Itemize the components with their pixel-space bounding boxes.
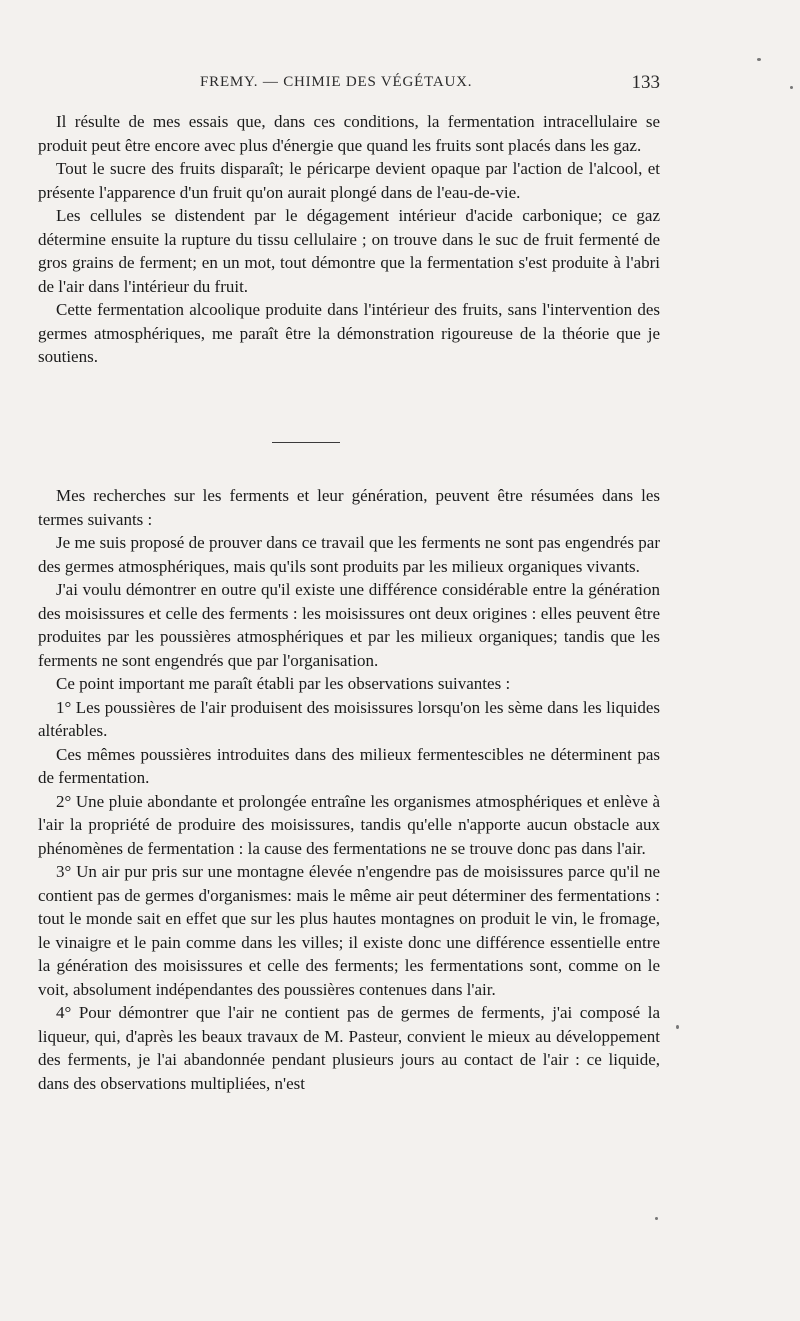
- paper-speck: [790, 86, 793, 89]
- paragraph: Tout le sucre des fruits disparaît; le péricarpe devient opaque par l'action de l'alcool, et présente l'apparence d'un fruit qu'on aurait plongé dans de l'eau-de-vie.: [38, 159, 660, 202]
- paper-speck: [676, 1025, 679, 1029]
- paragraph: Ces mêmes poussières introduites dans des milieux fermentescibles ne déterminent pas de fermentation.: [38, 744, 660, 787]
- paper-speck: [757, 58, 761, 61]
- paragraph: Je me suis proposé de prouver dans ce travail que les ferments ne sont pas engendrés par des germes atmosphériques, mais qu'ils sont produits par les milieux organiques vivants.: [38, 533, 660, 576]
- running-head: FREMY. — CHIMIE DES VÉGÉTAUX.: [200, 74, 473, 90]
- paragraph: Mes recherches sur les ferments et leur génération, peuvent être résumées dans les termes suivants :: [38, 486, 660, 529]
- paragraph: Les cellules se distendent par le dégagement intérieur d'acide carbonique; ce gaz détermine ensuite la rupture du tissu cellulaire ; on trouve dans le suc de fruit fermenté de gros grains de ferment; en un mot, tout démontre que la fermentation s'est produite à l'abri de l'air dans l'intérieur du fruit.: [38, 206, 660, 296]
- paragraph: 4° Pour démontrer que l'air ne contient pas de germes de ferments, j'ai composé la liqueur, qui, d'après les beaux travaux de M. Pasteur, convient le mieux au développement des ferments, je l'ai abandonnée pendant plusieurs jours au contact de l'air : ce liquide, dans des observations multipliées, n'est: [38, 1003, 660, 1093]
- paragraph: Cette fermentation alcoolique produite dans l'intérieur des fruits, sans l'intervention des germes atmosphériques, me paraît être la démonstration rigoureuse de la théorie que je soutiens.: [38, 300, 660, 366]
- page-number: 133: [631, 72, 660, 93]
- text-block-fruit-fermentation: [38, 110, 660, 369]
- paragraph: Ce point important me paraît établi par les observations suivantes :: [56, 674, 511, 693]
- paragraph: 1° Les poussières de l'air produisent des moisissures lorsqu'on les sème dans les liquides altérables.: [38, 697, 660, 740]
- paper-speck: [655, 1217, 658, 1220]
- text-block-summary: [38, 484, 660, 1095]
- paragraph: Il résulte de mes essais que, dans ces conditions, la fermentation intracellulaire se produit peut être encore avec plus d'énergie que quand les fruits sont placés dans les gaz.: [38, 112, 660, 155]
- paragraph: J'ai voulu démontrer en outre qu'il existe une différence considérable entre la génération des moisissures et celle des ferments : les moisissures ont deux origines : elles peuvent être produites par les poussières atmosphériques et par les milieux organiques; tandis que les ferments ne sont engendrés que par l'organisation.: [38, 580, 660, 670]
- paragraph: 2° Une pluie abondante et prolongée entraîne les organismes atmosphériques et enlève à l'air la propriété de produire des moisissures, tandis qu'elle n'apporte aucun obstacle aux phénomènes de fermentation : la cause des fermentations ne se trouve donc pas dans l'air.: [38, 791, 660, 858]
- paragraph: 3° Un air pur pris sur une montagne élevée n'engendre pas de moisissures parce qu'il ne contient pas de germes d'organismes: mais le même air peut déterminer des fermentations : tout le monde sait en effet que sur les plus hautes montagnes on produit le vin, le fromage, le vinaigre et le pain comme dans les villes; il existe donc une différence essentielle entre la génération des moisissures et celle des ferments; les fermentations sont, comme on le voit, absolument indépendantes des poussières contenues dans l'air.: [38, 862, 660, 999]
- section-divider: [272, 442, 340, 443]
